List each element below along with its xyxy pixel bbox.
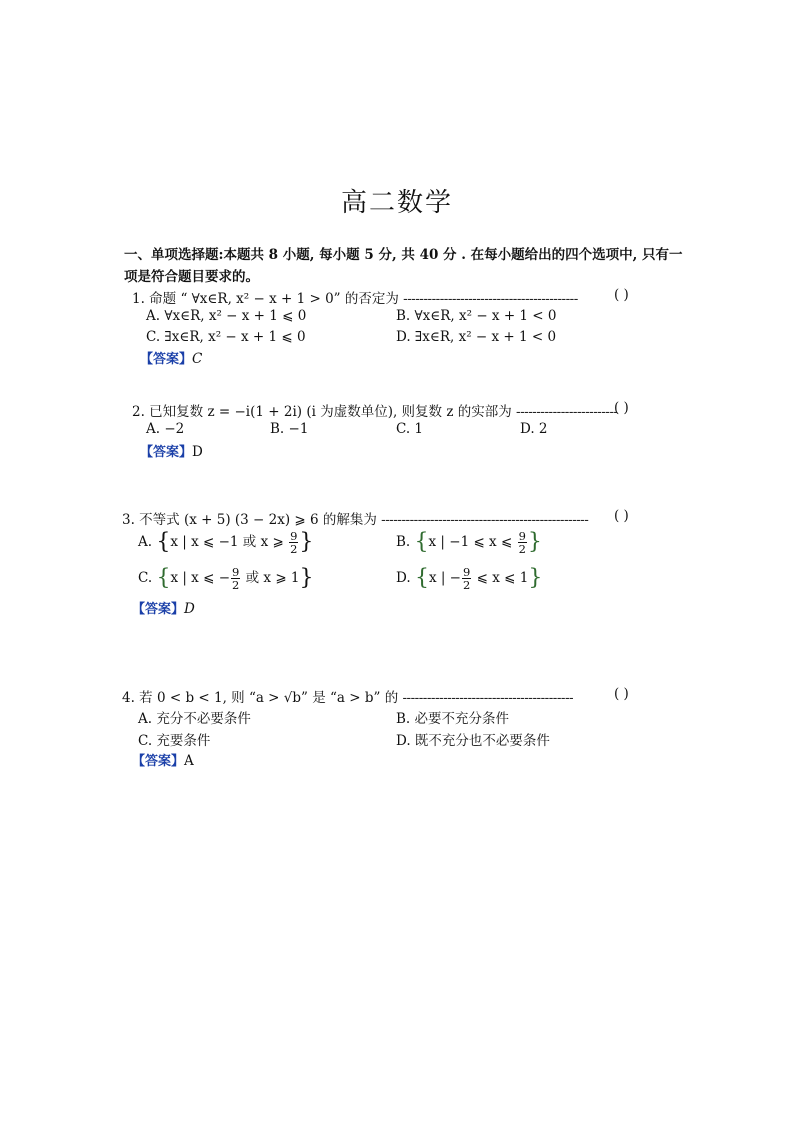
- fraction: $\frac{9}{2}$: [290, 529, 298, 556]
- question-1-leader: -------------------------------------------: [403, 291, 578, 307]
- question-1-option-a: A. ∀x∈R, x² − x + 1 ⩽ 0: [146, 308, 307, 324]
- question-1-answer-value: C: [192, 351, 203, 367]
- question-2-option-d: D. 2: [520, 421, 548, 437]
- question-4-answer-value: A: [184, 753, 194, 769]
- question-4-leader: ------------------------------------------: [402, 690, 574, 706]
- question-4-text: 4. 若 0 < b < 1, 则 “a > √b” 是 “a > b” 的: [122, 690, 403, 706]
- question-1-option-d: D. ∃x∈R, x² − x + 1 < 0: [396, 329, 557, 345]
- question-4-option-d: D. 既不充分也不必要条件: [396, 733, 550, 749]
- right-brace: }: [528, 565, 543, 591]
- answer-label: 【答案】: [140, 445, 193, 460]
- question-3-stem: [122, 508, 588, 528]
- question-3-answer-blank: ( ): [614, 508, 629, 524]
- question-4-stem: [122, 686, 573, 706]
- left-brace: {: [414, 529, 429, 555]
- question-1-option-c: C. ∃x∈R, x² − x + 1 ⩽ 0: [146, 329, 306, 345]
- fraction: $\frac{9}{2}$: [518, 529, 526, 556]
- page-title: 高二数学: [340, 188, 453, 218]
- question-2-option-a: A. −2: [146, 421, 185, 437]
- question-4-option-b: B. 必要不充分条件: [396, 711, 510, 727]
- question-1-answer-blank: ( ): [614, 287, 629, 303]
- question-2-answer-blank: ( ): [614, 400, 629, 416]
- answer-label: 【答案】: [132, 602, 185, 617]
- question-2-option-b: B. −1: [270, 421, 309, 437]
- question-3-option-c: C. {x | x ⩽ − $\frac{9}{2}$ 或 x ⩾ 1}: [138, 565, 314, 592]
- question-2-answer-value: D: [192, 444, 203, 460]
- question-4-option-a: A. 充分不必要条件: [138, 711, 251, 727]
- question-1-text: 1. 命题 “ ∀x∈R, x² − x + 1 > 0” 的否定为: [132, 291, 404, 307]
- question-2-text: 2. 已知复数 z = −i(1 + 2i) (i 为虚数单位), 则复数 z 的实部为: [132, 404, 517, 420]
- question-3-answer: [132, 598, 195, 617]
- question-2-answer: [140, 441, 203, 460]
- question-1-answer: [140, 348, 202, 367]
- question-1-option-b: B. ∀x∈R, x² − x + 1 < 0: [396, 308, 557, 324]
- question-4-answer: [132, 750, 194, 769]
- question-2-leader: -------------------------: [516, 404, 618, 420]
- section-heading-line2: 项是符合题目要求的。: [124, 269, 259, 285]
- question-4-answer-blank: ( ): [614, 686, 629, 702]
- fraction: $\frac{9}{2}$: [463, 565, 471, 592]
- answer-label: 【答案】: [132, 754, 185, 769]
- question-3-option-b: B. {x | −1 ⩽ x ⩽ $\frac{9}{2}$ }: [396, 529, 542, 556]
- left-brace: {: [156, 529, 171, 555]
- left-brace: {: [156, 565, 171, 591]
- question-3-option-a: A. {x | x ⩽ −1 或 x ⩾ $\frac{9}{2}$ }: [138, 529, 314, 556]
- left-brace: {: [414, 565, 429, 591]
- answer-label: 【答案】: [140, 352, 193, 367]
- question-3-answer-value: D: [184, 601, 195, 617]
- question-2-stem: [132, 400, 618, 420]
- right-brace: }: [299, 565, 314, 591]
- right-brace: }: [299, 529, 314, 555]
- question-4-option-c: C. 充要条件: [138, 733, 211, 749]
- question-1-stem: [132, 287, 578, 307]
- question-3-text: 3. 不等式 (x + 5) (3 − 2x) ⩾ 6 的解集为: [122, 512, 382, 528]
- question-2-option-c: C. 1: [396, 421, 424, 437]
- question-3-leader: ---------------------------------------------------: [381, 512, 589, 528]
- right-brace: }: [527, 529, 542, 555]
- section-heading-line1: 一、单项选择题:本题共 8 小题, 每小题 5 分, 共 40 分 . 在每小题给出的四个选项中, 只有一: [124, 247, 683, 263]
- question-3-option-d: D. {x | − $\frac{9}{2}$ ⩽ x ⩽ 1}: [396, 565, 543, 592]
- fraction: $\frac{9}{2}$: [232, 565, 240, 592]
